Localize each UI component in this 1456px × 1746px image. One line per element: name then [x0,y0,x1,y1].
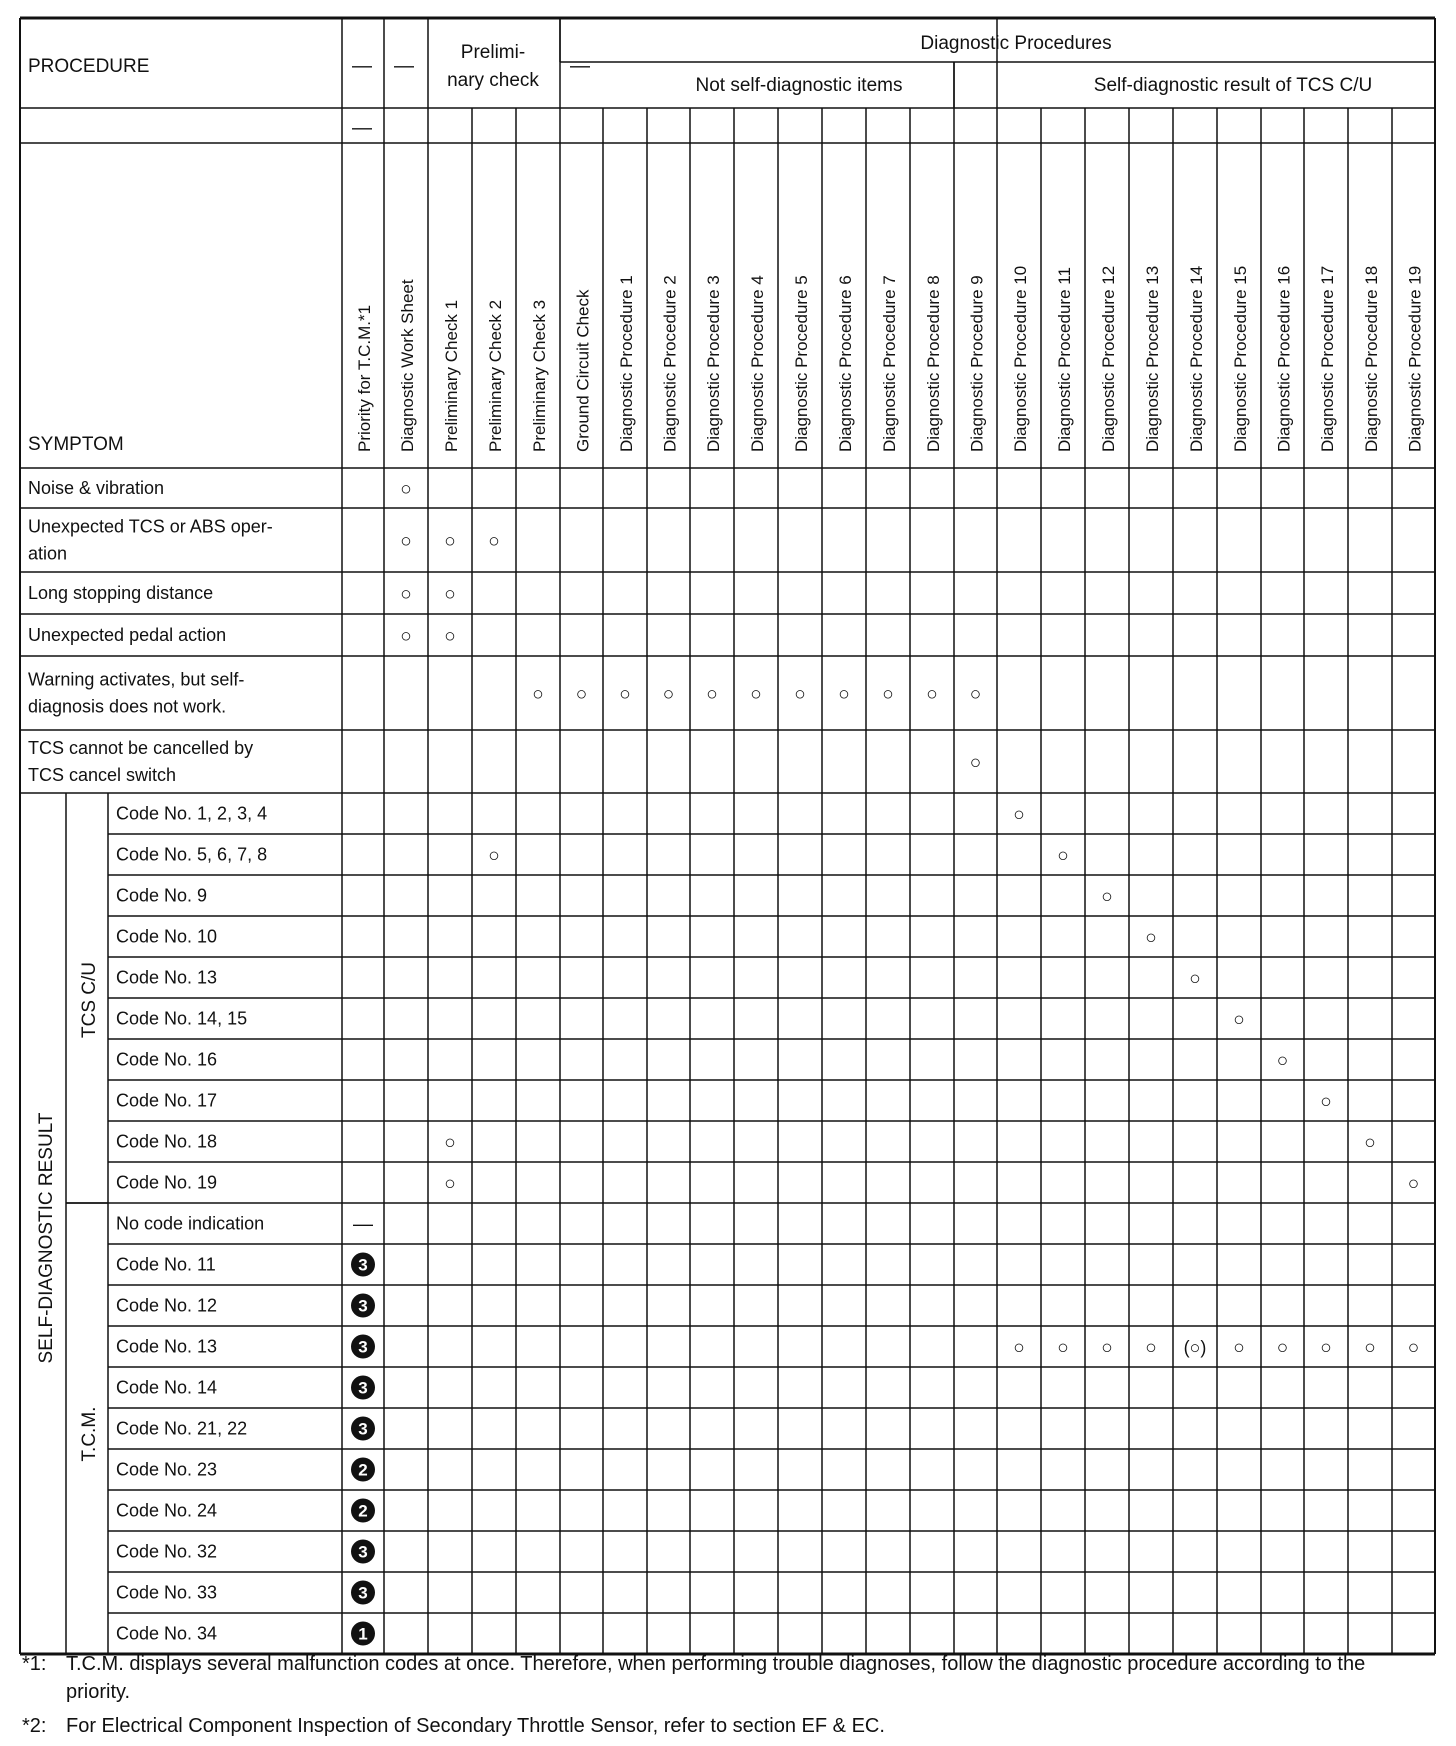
priority-dash: — [352,55,372,77]
check-circle-icon: ○ [794,684,806,705]
column-header: Preliminary Check 1 [442,299,461,452]
check-circle-icon: ○ [1101,886,1113,908]
row-label: Unexpected TCS or ABS oper- [28,516,273,537]
priority-badge-icon [351,1499,375,1523]
check-circle-icon: ○ [1407,1173,1420,1195]
check-circle-icon: ○ [1320,1091,1332,1113]
check-circle-icon: ○ [444,584,456,605]
row-label: Code No. 21, 22 [116,1418,248,1439]
row-label: Unexpected pedal action [28,625,227,645]
check-circle-icon: ○ [1101,1337,1113,1359]
row-label: Code No. 1, 2, 3, 4 [116,803,268,824]
column-header: Diagnostic Procedure 7 [880,275,899,452]
row-label: Code No. 12 [116,1295,218,1316]
priority-badge-icon [351,1417,375,1441]
priority-subdash: — [352,117,372,139]
footnote-2 [22,1712,1432,1740]
row-label: Code No. 13 [116,967,218,988]
row-label: Code No. 14, 15 [116,1008,248,1029]
row-label: TCS cannot be cancelled by [28,738,254,758]
check-circle-icon: ○ [750,684,762,705]
optional-check-circle-icon: (○) [1183,1337,1207,1358]
row-label: TCS cancel switch [28,765,177,785]
check-circle-icon: ○ [488,845,500,867]
check-circle-icon: ○ [838,684,850,705]
column-header: Diagnostic Procedure 2 [660,275,680,452]
row-label: Code No. 32 [116,1541,218,1562]
column-header: Preliminary Check 2 [486,299,505,452]
check-circle-icon: ○ [1013,1337,1025,1359]
check-circle-icon: ○ [488,531,500,552]
column-header: Diagnostic Procedure 11 [1055,267,1074,452]
prelim-header-line1: Prelimi- [460,42,526,63]
footnote-2-mark: *2: [22,1715,47,1737]
column-header: Diagnostic Procedure 16 [1274,265,1294,452]
not-self-diag-header: Not self-diagnostic items [695,75,903,96]
column-header: Diagnostic Procedure 12 [1099,265,1118,452]
priority-badge-number: 1 [358,1624,368,1644]
priority-badge-icon [351,1581,375,1605]
priority-badge-number: 3 [358,1378,368,1398]
tcs-cu-group: TCS C/U [79,962,100,1038]
column-header: Diagnostic Procedure 5 [792,275,811,452]
row-label: Code No. 5, 6, 7, 8 [116,844,268,865]
check-circle-icon: ○ [444,1173,456,1195]
diag-procedures-header: Diagnostic Procedures [920,33,1112,54]
check-circle-icon: ○ [619,684,631,705]
check-circle-icon: ○ [400,479,412,500]
check-circle-icon: ○ [400,584,412,605]
column-header: Diagnostic Procedure 18 [1362,265,1381,452]
check-marks [351,479,1419,1646]
footnote-2-text: For Electrical Component Inspection of Secondary Throttle Sensor, refer to section EF & EC. [66,1715,885,1737]
check-circle-icon: ○ [1364,1132,1376,1154]
check-circle-icon: ○ [400,626,412,647]
row-label: Code No. 33 [116,1582,218,1603]
column-header: Priority for T.C.M.*1 [355,304,374,452]
column-header: Diagnostic Procedure 17 [1318,265,1337,452]
row-label: Code No. 34 [116,1623,218,1644]
column-header: Diagnostic Procedure 15 [1231,265,1250,452]
footnotes [22,1650,1432,1746]
priority-badge-icon [351,1335,375,1359]
check-circle-icon: ○ [1233,1009,1245,1031]
prelim-header-line2: nary check [447,70,539,91]
row-label: Code No. 24 [116,1500,218,1521]
column-header: Preliminary Check 3 [530,299,549,452]
priority-badge-icon [351,1294,375,1318]
row-label: Code No. 13 [116,1336,218,1357]
row-labels [28,478,273,1644]
check-circle-icon: ○ [1276,1337,1289,1359]
procedure-header: PROCEDURE [28,56,150,77]
column-header: Diagnostic Procedure 13 [1143,265,1162,452]
worksheet-dash: — [394,55,414,77]
row-label: Code No. 17 [116,1090,218,1111]
priority-badge-number: 2 [358,1460,368,1480]
priority-badge-icon [351,1540,375,1564]
footnote-1 [22,1650,1432,1706]
check-circle-icon: ○ [1057,845,1069,867]
row-label: diagnosis does not work. [28,696,227,717]
priority-badge-icon [351,1622,375,1646]
column-header: Diagnostic Procedure 4 [748,275,767,452]
check-circle-icon: ○ [1145,927,1157,949]
row-label: Code No. 16 [116,1049,218,1070]
column-header: Ground Circuit Check [573,289,593,452]
check-circle-icon: ○ [662,684,675,705]
priority-badge-number: 3 [358,1419,368,1439]
row-label: Code No. 11 [116,1254,216,1275]
footnote-1-mark: *1: [22,1653,47,1675]
priority-badge-icon [351,1376,375,1400]
check-circle-icon: ○ [1407,1337,1420,1359]
row-label: Noise & vibration [28,478,165,498]
priority-badge-number: 2 [358,1501,368,1521]
column-header: Diagnostic Procedure 9 [967,275,987,452]
row-label: Code No. 9 [116,885,208,906]
column-header: Diagnostic Procedure 8 [924,275,943,452]
tcm-group: T.C.M. [79,1406,100,1462]
row-label: Code No. 10 [116,926,218,947]
table-grid [20,18,1435,1654]
priority-badge-number: 3 [358,1296,368,1316]
no-priority-dash: — [353,1213,373,1236]
check-circle-icon: ○ [969,684,982,705]
check-circle-icon: ○ [882,684,894,705]
check-circle-icon: ○ [444,1132,456,1154]
check-circle-icon: ○ [1320,1337,1332,1359]
check-circle-icon: ○ [532,684,544,705]
check-circle-icon: ○ [444,626,456,647]
column-header: Diagnostic Procedure 19 [1405,265,1425,452]
column-header: Diagnostic Procedure 10 [1011,265,1030,452]
priority-badge-number: 3 [358,1337,368,1357]
priority-badge-number: 3 [358,1255,368,1275]
check-circle-icon: ○ [926,684,938,705]
ground-dash: — [570,55,590,77]
footnote-1-text: T.C.M. displays several malfunction codes at once. Therefore, when performing trouble diagnoses, follow the diagnostic procedure according to the priority. [66,1653,1366,1703]
row-label: ation [28,543,68,564]
check-circle-icon: ○ [969,752,982,774]
row-label: No code indication [116,1213,265,1234]
self-diag-result-header: Self-diagnostic result of TCS C/U [1093,75,1373,96]
priority-badge-number: 3 [358,1542,368,1562]
check-circle-icon: ○ [1364,1337,1376,1359]
check-circle-icon: ○ [1189,968,1201,990]
column-header: Diagnostic Procedure 6 [836,275,855,452]
check-circle-icon: ○ [1276,1050,1289,1072]
check-circle-icon: ○ [400,531,412,552]
row-label: Code No. 19 [116,1172,218,1193]
row-label: Code No. 18 [116,1131,218,1152]
check-circle-icon: ○ [1233,1337,1245,1359]
column-header: Diagnostic Procedure 3 [704,275,723,452]
row-label: Code No. 23 [116,1459,218,1480]
symptom-header: SYMPTOM [28,434,124,455]
check-circle-icon: ○ [1013,804,1025,826]
check-circle-icon: ○ [444,531,456,552]
priority-badge-number: 3 [358,1583,368,1603]
priority-badge-icon [351,1253,375,1277]
check-circle-icon: ○ [575,684,588,705]
column-header: Diagnostic Procedure 1 [617,275,636,452]
check-circle-icon: ○ [706,684,718,705]
row-label: Long stopping distance [28,583,214,603]
column-header: Diagnostic Procedure 14 [1187,265,1206,452]
priority-badge-icon [351,1458,375,1482]
column-header: Diagnostic Work Sheet [398,279,417,452]
row-label: Warning activates, but self- [28,669,245,690]
self-diagnostic-group: SELF-DIAGNOSTIC RESULT [36,1112,57,1364]
row-label: Code No. 14 [116,1377,218,1398]
check-circle-icon: ○ [1057,1337,1069,1359]
check-circle-icon: ○ [1145,1337,1157,1359]
